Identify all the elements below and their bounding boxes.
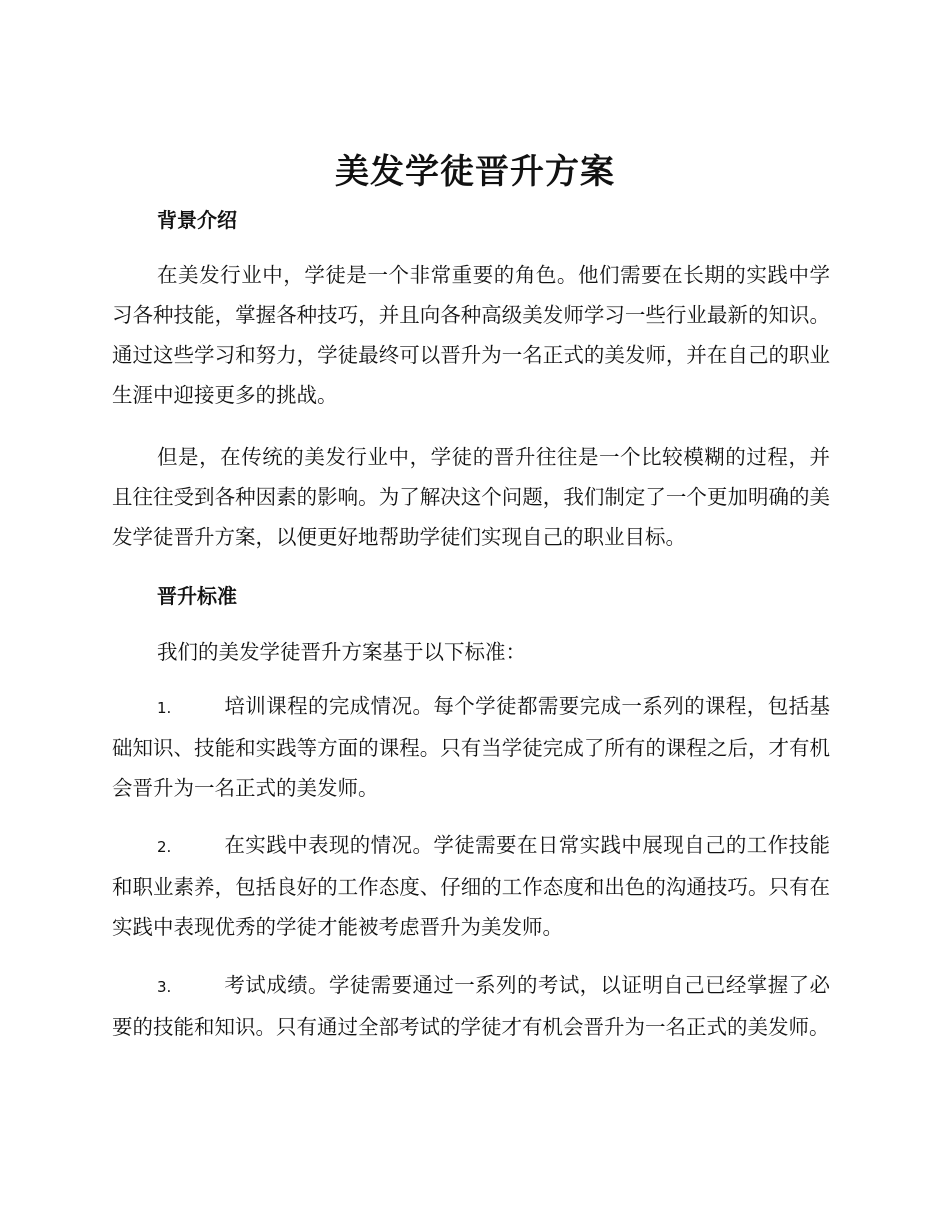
criteria-intro: 我们的美发学徒晋升方案基于以下标准： [157, 640, 526, 664]
list-item-text: 培训课程的完成情况。每个学徒都需要完成一系列的课程，包括基础知识、技能和实践等方面的课程。只有当学徒完成了所有的课程之后，才有机会晋升为一名正式的美发师。 [112, 694, 830, 800]
list-item-number: 3. [157, 978, 172, 996]
list-item-text: 在实践中表现的情况。学徒需要在日常实践中展现自己的工作技能和职业素养，包括良好的工作态度、仔细的工作态度和出色的沟通技巧。只有在实践中表现优秀的学徒才能被考虑晋升为美发师。 [112, 833, 830, 939]
background-paragraph-2: 但是，在传统的美发行业中，学徒的晋升往往是一个比较模糊的过程，并且往往受到各种因素的影响。为了解决这个问题，我们制定了一个更加明确的美发学徒晋升方案，以便更好地帮助学徒们实现自己的职业目标。 [112, 445, 830, 549]
section-heading-background: 背景介绍 [157, 208, 237, 232]
criteria-list-item [112, 825, 830, 947]
section-heading-criteria: 晋升标准 [157, 584, 237, 608]
criteria-list-item [112, 686, 830, 808]
list-item-text: 考试成绩。学徒需要通过一系列的考试，以证明自己已经掌握了必要的技能和知识。只有通过全部考试的学徒才有机会晋升为一名正式的美发师。 [112, 973, 830, 1039]
background-paragraph-1: 在美发行业中，学徒是一个非常重要的角色。他们需要在长期的实践中学习各种技能，掌握各种技巧，并且向各种高级美发师学习一些行业最新的知识。通过这些学习和努力，学徒最终可以晋升为一名正式的美发师，并在自己的职业生涯中迎接更多的挑战。 [112, 263, 830, 407]
document-title: 美发学徒晋升方案 [335, 152, 615, 192]
criteria-list-item [112, 965, 830, 1047]
list-item-number: 1. [157, 699, 172, 717]
list-item-number: 2. [157, 838, 172, 856]
